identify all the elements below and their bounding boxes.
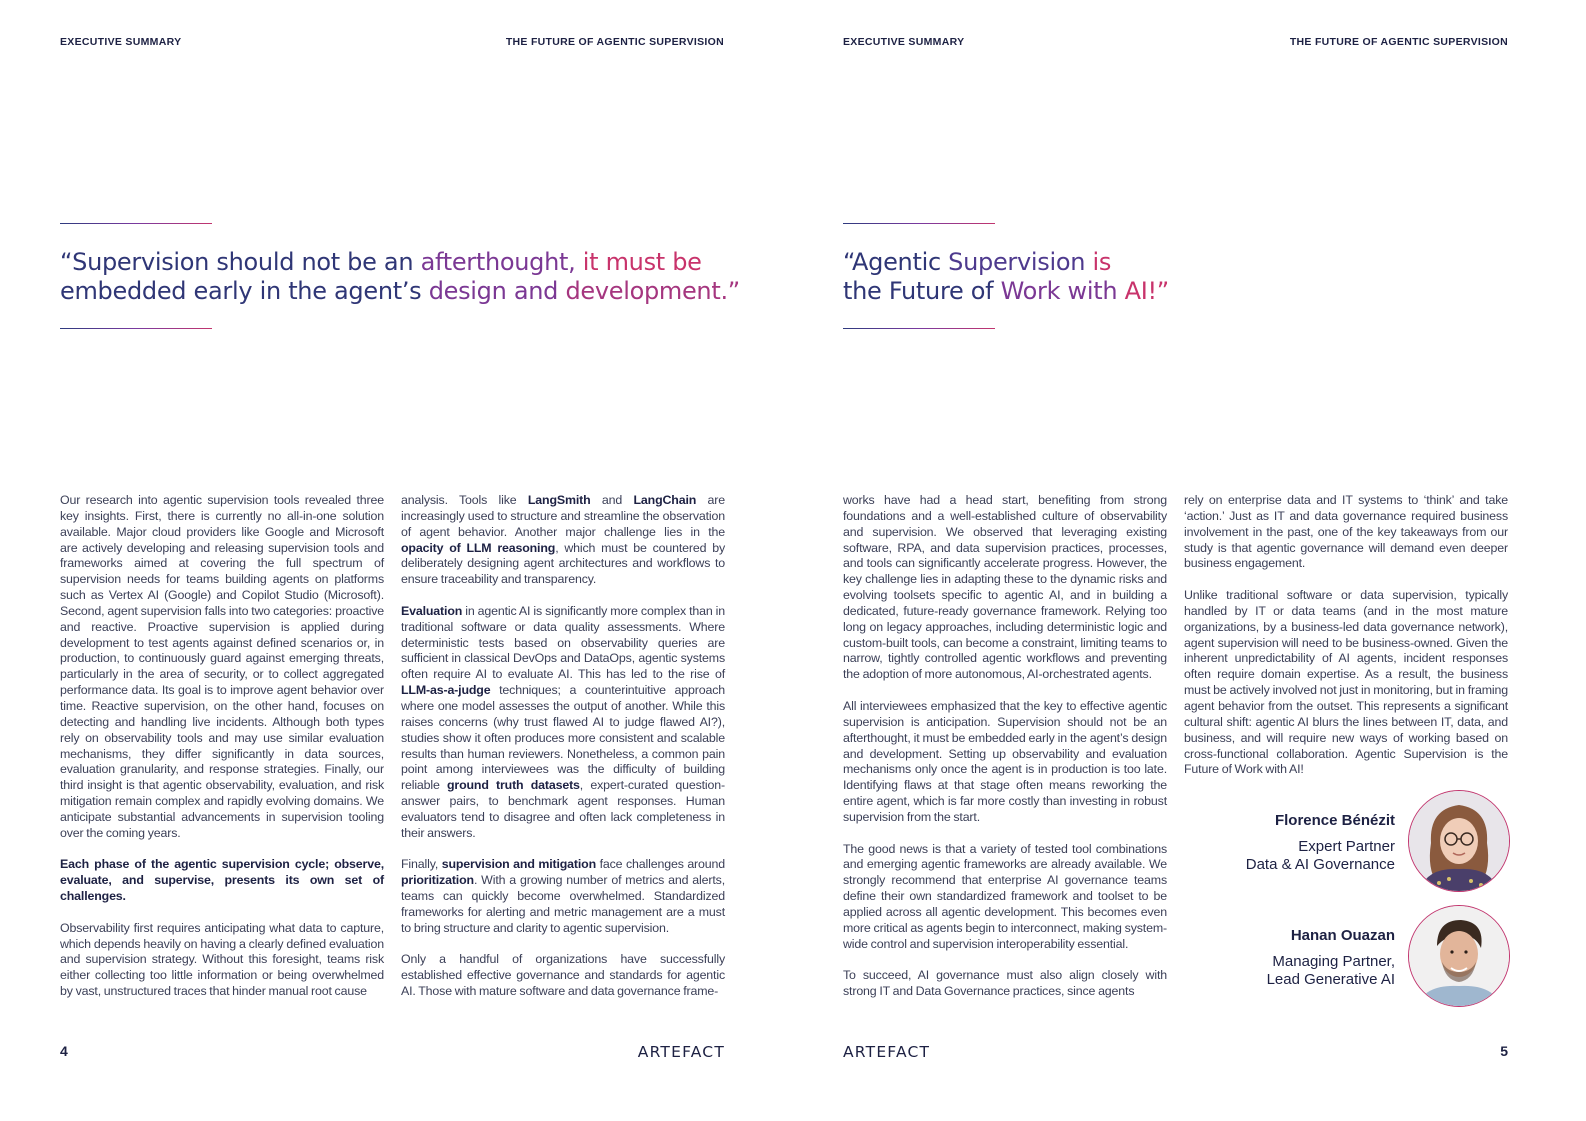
- paragraph: Evaluation in agentic AI is significantly more complex than in traditional software or data quality assessments. Where deterministic tests based on observability queries are sufficient in classical DevOps and DataOps, agentic systems often require AI to evaluate AI. This has led to the rise of LLM-as-a-judge techniques; a counterintuitive approach where one model assesses the output of another. While this raises concerns (why trust flawed AI to judge flawed AI?), studies show it often produces more consistent and scalable results than human reviewers. Nonetheless, a common pain point among interviewees was the difficulty of building reliable ground truth datasets, expert-curated question-answer pairs, to benchmark agent responses. Human evaluators tend to disagree and often lack completeness in their answers.: [401, 603, 725, 840]
- quote-part: embedded early in the agent’s: [60, 277, 429, 305]
- artefact-logo: ARTEFACT: [637, 1043, 725, 1061]
- quote-part: is: [1092, 248, 1112, 276]
- quote-part: Supervision: [948, 248, 1093, 276]
- quote-bottom-rule: [843, 328, 995, 329]
- paragraph: rely on enterprise data and IT systems to ‘think’ and take ‘action.’ Just as IT and data governance required business involvement in the past, one of the key takeaways from our study is that agentic governance will demand even deeper business engagement.: [1184, 493, 1508, 571]
- quote-bottom-rule: [60, 328, 212, 329]
- keyword: supervision and mitigation: [441, 857, 597, 872]
- pull-quote: [60, 248, 760, 306]
- quote-part: development.”: [565, 277, 740, 305]
- author-card: [1184, 905, 1510, 1009]
- keyword: Evaluation: [401, 603, 463, 618]
- keyword: LangChain: [633, 493, 697, 507]
- keyword: ground truth datasets: [447, 778, 580, 793]
- quote-part: the Future of: [843, 277, 1001, 305]
- body-column-1: [843, 493, 1167, 1000]
- paragraph: All interviewees emphasized that the key to effective agentic supervision is anticipation. Supervision should not be an afterthought, it must be embedded early in the agent’s design and development. Setting up observability and evaluation mechanisms only once the agent is in production is too late. Identifying flaws at that stage often means reworking the entire agent, which is far more costly than investing in robust supervision from the start.: [843, 698, 1167, 824]
- avatar: [1408, 905, 1510, 1007]
- keyword: LLM-as-a-judge: [401, 683, 491, 698]
- avatar: [1408, 790, 1510, 892]
- lead-paragraph: Each phase of the agentic supervision cycle; observe, evaluate, and supervise, presents its own set of challenges.: [60, 857, 384, 904]
- portrait-photo: [1409, 906, 1509, 1006]
- quote-part: it must be: [582, 248, 702, 276]
- author-role: Expert Partner: [1298, 838, 1395, 855]
- keyword: prioritization: [401, 873, 474, 888]
- paragraph: To succeed, AI governance must also align closely with strong IT and Data Governance practices, since agents: [843, 968, 1167, 999]
- author-department: Data & AI Governance: [1245, 856, 1395, 873]
- document-title-header: THE FUTURE OF AGENTIC SUPERVISION: [1289, 36, 1508, 48]
- quote-part: afterthought,: [420, 248, 583, 276]
- keyword: LangSmith: [527, 493, 591, 507]
- pull-quote: [843, 248, 1543, 306]
- body-column-1: [60, 493, 384, 1000]
- quote-part: AI!”: [1124, 277, 1169, 305]
- paragraph: The good news is that a variety of tested tool combinations and emerging agentic frameworks are already available. We strongly recommend that enterprise AI governance teams define their own standardized framework and toolset to be applied across all agentic development. This becomes even more critical as agents begin to interconnect, making system-wide control and supervision interoperability essential.: [843, 841, 1167, 951]
- body-column-2: [1184, 493, 1508, 778]
- author-text: [1175, 905, 1395, 1009]
- keyword: opacity of LLM reasoning: [401, 540, 556, 555]
- quote-part: Work with: [1000, 277, 1125, 305]
- page-number: 5: [1500, 1043, 1508, 1059]
- section-header: EXECUTIVE SUMMARY: [60, 36, 182, 48]
- page-number: 4: [60, 1043, 68, 1059]
- section-header: EXECUTIVE SUMMARY: [843, 36, 965, 48]
- paragraph: Unlike traditional software or data supervision, typically handled by IT or data teams (and in the most mature organizations, by a business-led data governance network), agent supervision will need to be business-owned. Given the inherent unpredictability of AI agents, incident responses often require domain expertise. As a result, the business must be actively involved not just in monitoring, but in framing agent behavior from the outset. This represents a significant cultural shift: agentic AI blurs the lines between IT, data, and business, and will require new ways of working based on cross-functional collaboration. Agentic Supervision is the Future of Work with AI!: [1184, 588, 1508, 777]
- quote-top-rule: [60, 223, 212, 224]
- paragraph: works have had a head start, benefiting from strong foundations and a well-established culture of observability and supervision. We observed that leveraging existing software, RPA, and data supervision practices, processes, and tools can significantly accelerate progress. However, the key challenge lies in adapting these to the dynamic risks and evolving toolsets specific to agentic AI, and in building a dedicated, future-ready governance framework. Relying too long on legacy approaches, including deterministic logic and custom-built tools, can become a constraint, limiting teams to narrow, tightly controlled agentic workflows and preventing the adoption of more autonomous, AI-orchestrated agents.: [843, 493, 1167, 682]
- author-department: Lead Generative AI: [1266, 971, 1395, 988]
- quote-part: “Agentic: [843, 248, 949, 276]
- paragraph: Only a handful of organizations have successfully established effective governance and standards for agentic AI. Those with mature software and data governance frame-: [401, 952, 725, 999]
- paragraph: Observability first requires anticipating what data to capture, which depends heavily on having a clearly defined evaluation and supervision strategy. Without this foresight, teams risk either collecting too little information or being overwhelmed by vast, unstructured traces that hinder manual root cause: [60, 920, 384, 999]
- author-name: Hanan Ouazan: [1290, 927, 1395, 944]
- right-page: [793, 0, 1586, 1121]
- author-role: Managing Partner,: [1272, 953, 1395, 970]
- paragraph: analysis. Tools like LangSmith and LangChain are increasingly used to structure and streamline the observation of agent behavior. Another major challenge lies in the opacity of LLM reasoning, which must be countered by deliberately designing agent architectures and workflows to ensure traceability and transparency.: [401, 493, 725, 587]
- artefact-logo: ARTEFACT: [843, 1043, 931, 1061]
- document-title-header: THE FUTURE OF AGENTIC SUPERVISION: [505, 36, 724, 48]
- paragraph: Finally, supervision and mitigation face challenges around prioritization. With a growing number of metrics and alerts, teams can quickly become overwhelmed. Standardized frameworks for alerting and metric management are a must to bring structure and clarity to agentic supervision.: [401, 857, 725, 935]
- quote-part: design and: [428, 277, 566, 305]
- portrait-photo: [1409, 791, 1509, 891]
- body-column-2: [401, 493, 725, 1000]
- author-text: [1175, 790, 1395, 894]
- author-card: [1184, 790, 1510, 894]
- quote-part: “Supervision should not be an: [60, 248, 421, 276]
- quote-top-rule: [843, 223, 995, 224]
- paragraph: Our research into agentic supervision tools revealed three key insights. First, there is currently no all-in-one solution available. Major cloud providers like Google and Microsoft are actively developing and releasing supervision tools and frameworks aimed at covering the full spectrum of supervision needs for teams building agents on platforms such as Vertex AI (Google) and Copilot Studio (Microsoft). Second, agent supervision falls into two categories: proactive and reactive. Proactive supervision is applied during development to test agents against defined scenarios or, in production, to continuously guard against emerging threats, particularly in the area of security, or to collect aggregated performance data. Its goal is to improve agent behavior over time. Reactive supervision, on the other hand, focuses on detecting and handling live incidents. Although both types rely on observability tools and may use similar evaluation mechanisms, they differ significantly in data sources, evaluation granularity, and response strategies. Finally, our third insight is that agentic observability, evaluation, and risk mitigation remain complex and rapidly evolving domains. We anticipate substantial advancements in supervision tooling over the coming years.: [60, 493, 384, 840]
- author-name: Florence Bénézit: [1274, 812, 1395, 829]
